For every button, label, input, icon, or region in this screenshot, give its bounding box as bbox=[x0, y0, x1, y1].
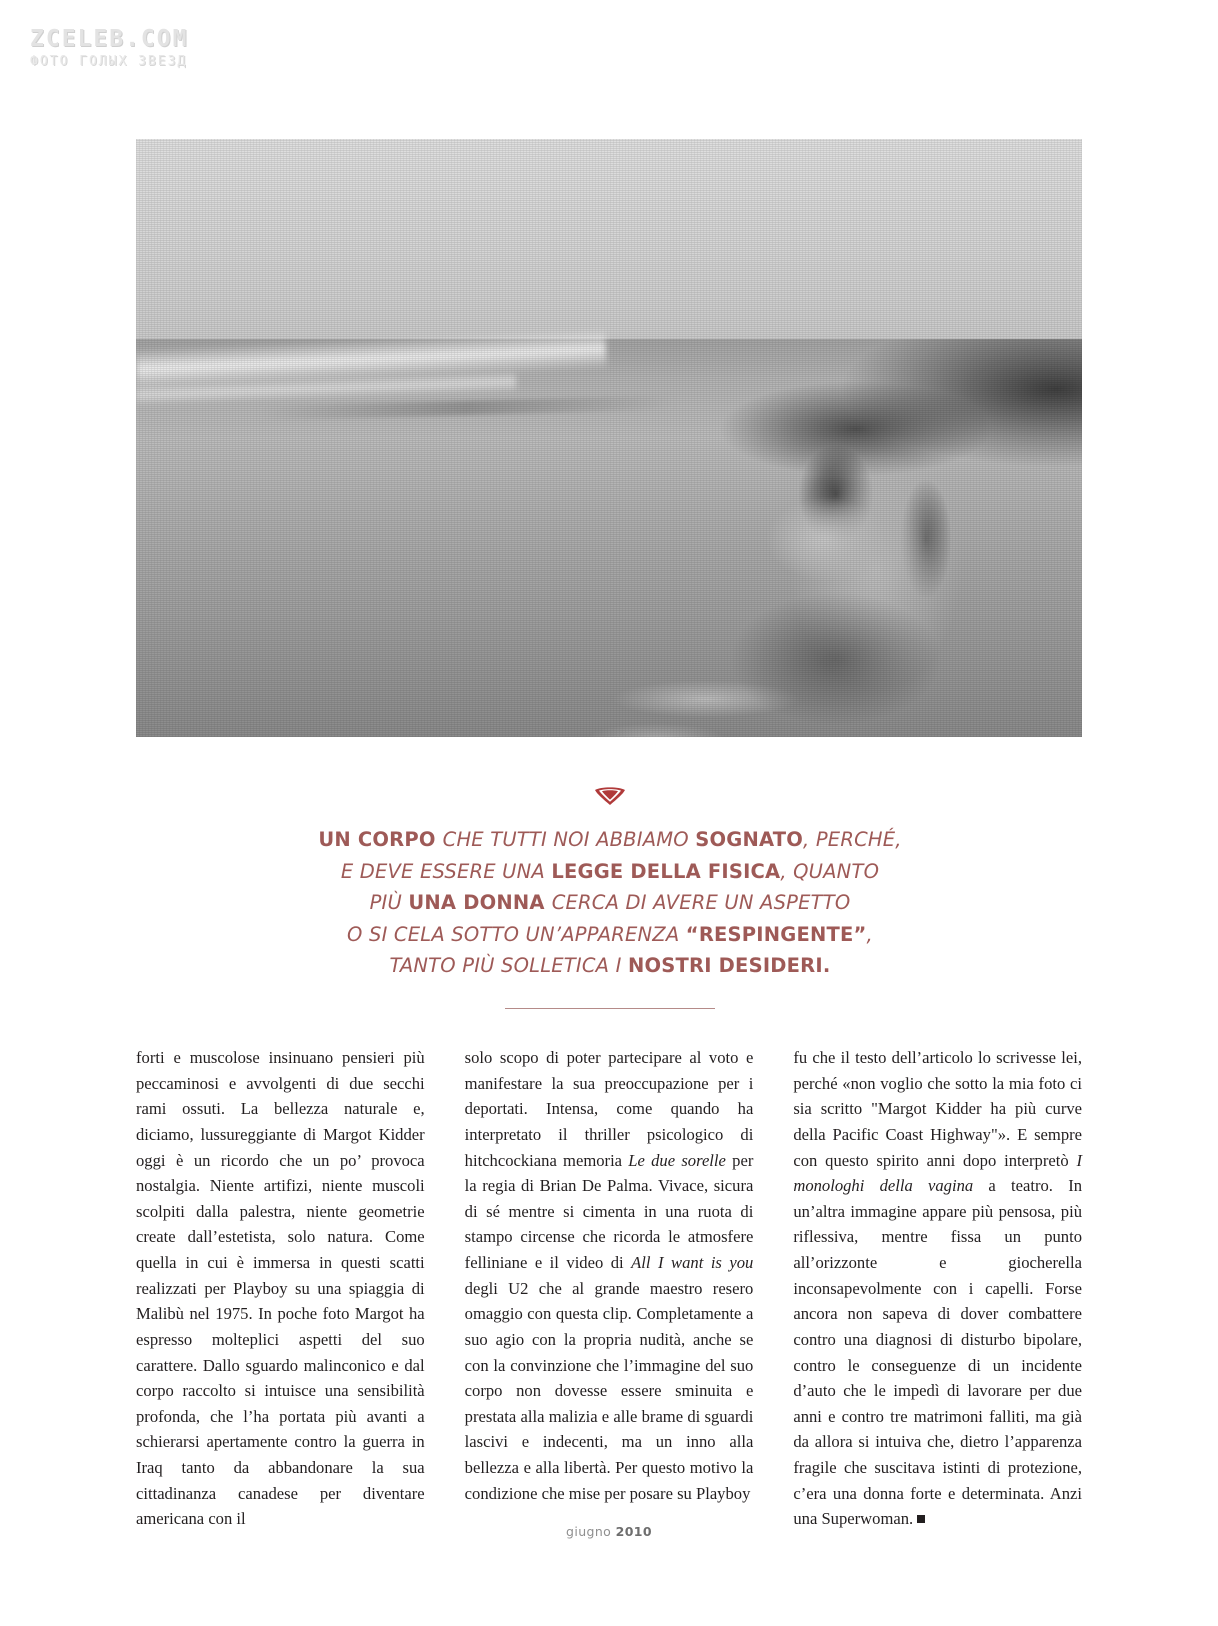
watermark-title: ZCELEB.COM bbox=[30, 26, 189, 52]
paragraph bbox=[465, 1045, 754, 1506]
page-footer bbox=[0, 1524, 1218, 1539]
pull-quote-line bbox=[280, 919, 940, 951]
pull-quote-run: TANTO PIÙ SOLLETICA I bbox=[389, 954, 628, 978]
text-run: Le due sorelle bbox=[628, 1150, 726, 1170]
pull-quote-line bbox=[280, 950, 940, 982]
text-run: per la regia di Brian De Palma. Vivace, sicura di sé mentre si cimenta in una ruota di stampo circense che ricorda le atmosfere felliniane e il video di bbox=[464, 1150, 754, 1272]
pull-quote-run: UN CORPO bbox=[318, 828, 443, 851]
pull-quote-run: UNA DONNA bbox=[408, 891, 552, 915]
beach-photo-image bbox=[136, 139, 1082, 737]
pull-quote-run: O SI CELA SOTTO UN’APPARENZA bbox=[347, 922, 686, 946]
body-column-2 bbox=[465, 1045, 754, 1532]
pull-quote-text bbox=[280, 824, 940, 982]
pull-quote-run: “RESPINGENTE” bbox=[685, 922, 867, 946]
site-watermark bbox=[30, 28, 188, 68]
article-body bbox=[136, 1045, 1082, 1532]
magazine-photo bbox=[136, 139, 1082, 737]
text-run: fu che il testo dell’articolo lo scrivesse lei, perché «non voglio che sotto la mia foto ci sia scritto "Margot Kidder ha più curve della Pacific Coast Highway"». E sempre con questo spirito anni dopo interpretò bbox=[793, 1048, 1083, 1170]
pull-quote-run: CHE TUTTI NOI ABBIAMO bbox=[442, 828, 696, 851]
text-run: solo scopo di poter partecipare al voto e manifestare la sua preoccupazione per i deportati. Intensa, come quando ha interpretato il thriller psicologico di hitchcockiana memoria bbox=[464, 1048, 754, 1170]
paragraph bbox=[793, 1045, 1082, 1532]
pull-quote-line bbox=[280, 856, 940, 888]
watermark-subtitle: ФОТО ГОЛЫХ ЗВЕЗД bbox=[30, 54, 188, 69]
text-run: a teatro. In un’altra immagine appare più pensosa, più riflessiva, mentre fissa un punto all’orizzonte e giocherella inconsapevolmente con i capelli. Forse ancora non sapeva di dover combattere contro una diagnosi di disturbo bipolare, contro le conseguenze di un incidente d’auto che le impedì di lavorare per due anni e contro tre matrimoni falliti, ma già da allora si intuiva che, dietro l’apparenza fragile che suscitava istinti di protezione, c’era una donna forte e determinata. Anzi una Superwoman. bbox=[793, 1176, 1083, 1529]
text-run: All I want is you bbox=[631, 1253, 754, 1272]
body-column-3 bbox=[793, 1045, 1082, 1532]
pull-quote-run: CERCA DI AVERE UN ASPETTO bbox=[551, 891, 851, 915]
pull-quote-line bbox=[280, 887, 940, 919]
photo-film-grain bbox=[136, 139, 1082, 737]
footer-year: 2010 bbox=[615, 1524, 652, 1539]
superman-shield-icon bbox=[593, 786, 627, 806]
pull-quote-rule bbox=[505, 1008, 715, 1009]
end-of-article-marker bbox=[917, 1515, 925, 1523]
pull-quote-run: PIÙ bbox=[369, 891, 409, 915]
text-run: I monologhi della vagina bbox=[793, 1150, 1083, 1196]
pull-quote-run: LEGGE DELLA FISICA bbox=[551, 859, 781, 883]
text-run: forti e muscolose insinuano pensieri più peccaminosi e avvolgenti di due secchi rami ossuti. La bellezza naturale e, diciamo, lussureggiante di Margot Kidder oggi è un ricordo che un po’ provoca nostalgia. Niente artifizi, niente muscoli scolpiti dalla palestra, niente geometrie create dall’estetista, solo natura. Come quella in cui è immersa in questi scatti realizzati per Playboy su una spiaggia di Malibù nel 1975. In poche foto Margot ha espresso molteplici aspetti del suo carattere. Dallo sguardo malinconico e dal corpo raccolto si intuisce una sensibilità profonda, che l’ha portata più avanti a schierarsi apertamente contro la guerra in Iraq tanto da abbandonare la sua cittadinanza canadese per diventare americana con il bbox=[136, 1048, 425, 1529]
pull-quote-line bbox=[280, 824, 940, 856]
text-run: degli U2 che al grande maestro resero omaggio con questa clip. Completamente a suo agio con la propria nudità, anche se con la convinzione che l’immagine del suo corpo non dovesse essere sminuita e prestata alla malizia e alle brame di sguardi lascivi e indecenti, ma un inno alla bellezza e alla libertà. Per questo motivo la condizione che mise per posare su Playboy bbox=[464, 1278, 754, 1503]
pull-quote-run: SOGNATO bbox=[695, 828, 804, 851]
pull-quote-run: , QUANTO bbox=[780, 859, 880, 883]
pull-quote bbox=[280, 786, 940, 1009]
pull-quote-run: , bbox=[866, 922, 873, 946]
paragraph bbox=[136, 1045, 425, 1532]
pull-quote-run: NOSTRI DESIDERI. bbox=[627, 954, 831, 978]
footer-month: giugno bbox=[566, 1524, 616, 1539]
body-column-1 bbox=[136, 1045, 425, 1532]
pull-quote-run: E DEVE ESSERE UNA bbox=[340, 859, 552, 883]
pull-quote-run: , PERCHÉ, bbox=[803, 828, 902, 851]
